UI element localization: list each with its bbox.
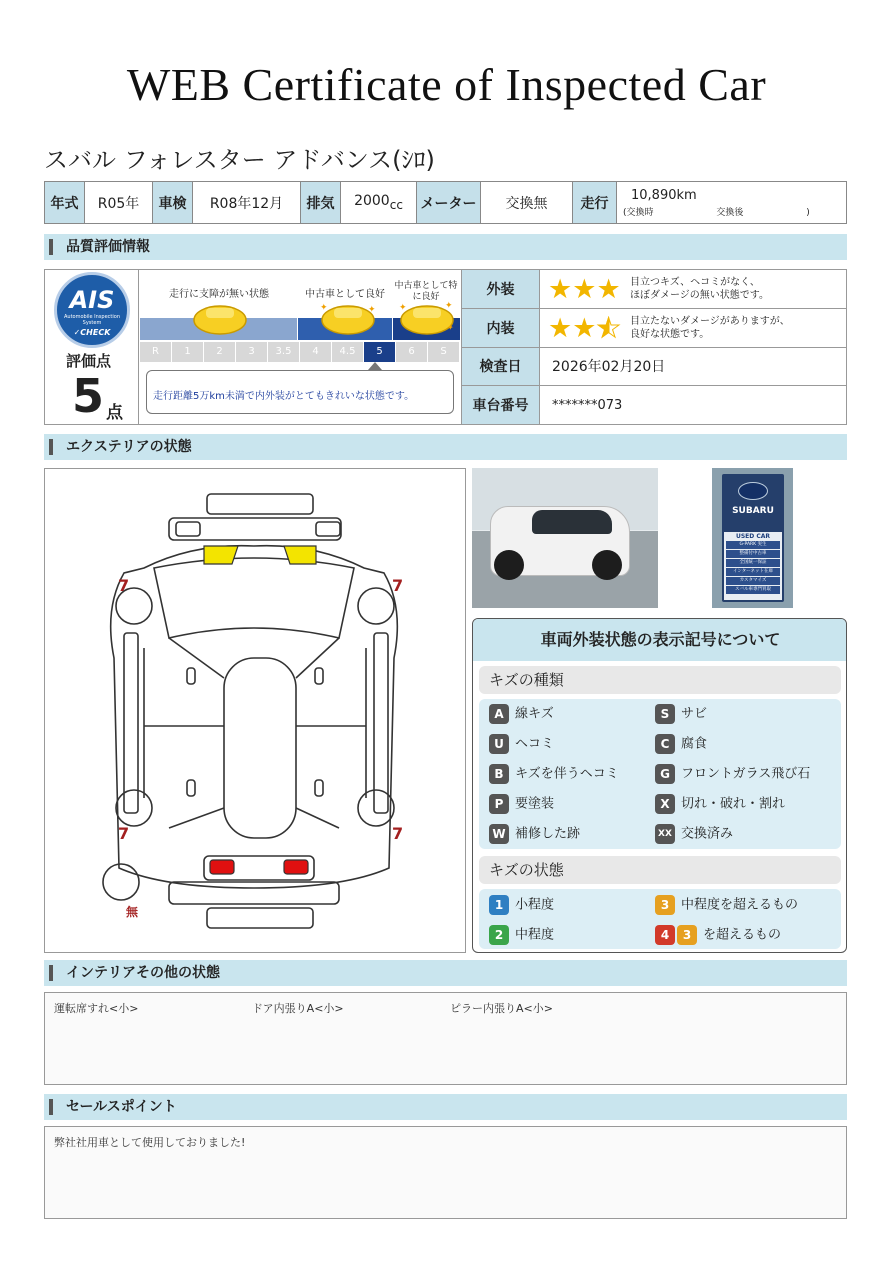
interior-desc-2: 良好な状態です。: [630, 329, 710, 340]
car-icon-high: [397, 300, 457, 338]
interior-desc: [630, 315, 790, 341]
scale-step: 3: [236, 342, 268, 362]
displacement-unit: cc: [389, 197, 403, 212]
tire-mark-rear-left: 7: [118, 824, 130, 843]
damage-type-label: 腐食: [681, 736, 708, 752]
damage-type-label: 交換済み: [681, 826, 734, 842]
displacement-cell: [341, 182, 417, 224]
damage-types-heading: キズの種類: [479, 666, 841, 694]
damage-type-label: キズを伴うヘコミ: [515, 766, 619, 782]
star-icon: ★: [548, 313, 573, 344]
star-icon: ★: [596, 274, 621, 305]
damage-type-item: [655, 794, 785, 815]
damage-code-icon: S: [655, 704, 675, 724]
star-icon: ★: [572, 313, 597, 344]
damage-state-label: 小程度: [515, 897, 555, 913]
damage-state-item: [655, 895, 798, 916]
mileage-value: 10,890km: [631, 187, 697, 203]
scale-steps: [140, 342, 460, 362]
damage-code-icon: B: [489, 764, 509, 784]
scale-caption-1: 走行に支障が無い状態: [169, 289, 269, 300]
interior-note-3: ピラー内張りA<小>: [450, 1002, 553, 1015]
sales-section-heading: セールスポイント: [44, 1094, 847, 1120]
damage-type-label: 切れ・破れ・割れ: [681, 796, 786, 812]
svg-text:✦: ✦: [368, 305, 376, 315]
damage-type-label: サビ: [681, 706, 708, 722]
star-icon: ★: [572, 274, 597, 305]
inspection-value: R08年12月: [193, 182, 301, 224]
dealer-line: インターネット在庫: [726, 568, 780, 576]
interior-note-2: ドア内張りA<小>: [252, 1002, 344, 1015]
legend-title: 車両外装状態の表示記号について: [473, 619, 847, 661]
vin-label: 車台番号: [461, 385, 540, 425]
photo-car-window: [532, 510, 612, 534]
interior-stars: [548, 315, 621, 342]
ais-badge-sub: Automobile Inspection System: [64, 314, 120, 326]
divider: [138, 269, 139, 425]
dealer-line: 整備付中古車: [726, 550, 780, 558]
mileage-note-before: (交換時: [623, 207, 654, 218]
exterior-desc: [630, 276, 769, 302]
dealer-lines: [724, 541, 782, 594]
exterior-desc-2: ほぼダメージの無い状態です。: [630, 290, 769, 301]
displacement-value: 2000: [354, 193, 390, 210]
tire-mark-rear-right: 7: [392, 824, 404, 843]
scale-step: 1: [172, 342, 204, 362]
comment-pointer: [368, 362, 382, 370]
mileage-note-close: ): [806, 207, 810, 218]
dealer-line: G-PARK 実生: [726, 541, 780, 549]
damage-level-icon: 3: [677, 925, 697, 945]
damage-state-item: [489, 925, 554, 946]
scale-step: 4: [300, 342, 332, 362]
damage-type-item: [489, 824, 580, 845]
page-title: WEB Certificate of Inspected Car: [126, 59, 767, 110]
score-label: 評価点: [66, 352, 112, 370]
damage-type-item: [655, 704, 707, 725]
exterior-desc-1: 目立つキズ、ヘコミがなく、: [630, 277, 760, 288]
damage-code-icon: U: [489, 734, 509, 754]
svg-text:✦: ✦: [447, 323, 454, 332]
damage-type-item: [489, 704, 554, 725]
damage-type-item: [489, 734, 554, 755]
damage-code-icon: W: [489, 824, 509, 844]
damage-code-icon: A: [489, 704, 509, 724]
damage-code-icon: G: [655, 764, 675, 784]
exterior-section-heading: エクステリアの状態: [44, 434, 847, 460]
dealer-line: スバル車専門買取: [726, 586, 780, 594]
scale-step: 5: [364, 342, 396, 362]
damage-type-label: ヘコミ: [515, 736, 555, 752]
scale-step: 4.5: [332, 342, 364, 362]
damage-code-icon: XX: [655, 824, 675, 844]
damage-level-icon: 4: [655, 925, 675, 945]
score-value: 5: [72, 369, 105, 423]
dealer-used-car: USED CAR: [735, 533, 771, 540]
damage-state-label: 中程度: [515, 927, 555, 943]
inspection-date-label: 検査日: [461, 347, 540, 386]
damage-state-heading: キズの状態: [479, 856, 841, 884]
star-icon: ★: [596, 313, 621, 344]
car-diagram: [44, 468, 466, 953]
damage-level-icon: 3: [655, 895, 675, 915]
damage-state-label: を超えるもの: [703, 927, 782, 943]
inspection-label: 車検: [153, 182, 193, 224]
damage-type-label: 要塗装: [515, 796, 555, 812]
damage-type-item: [489, 764, 619, 785]
car-icon-mid: [318, 300, 378, 338]
scale-caption-3: 中古車として特に良好: [394, 281, 458, 302]
exterior-rating-cell: [539, 269, 847, 309]
scale-step: 6: [396, 342, 428, 362]
damage-code-icon: P: [489, 794, 509, 814]
car-icon-low: [190, 300, 250, 338]
damage-type-label: フロントガラス飛び石: [681, 766, 811, 782]
quality-section-heading: 品質評価情報: [44, 234, 847, 260]
damage-type-item: [655, 824, 733, 845]
damage-type-item: [489, 794, 554, 815]
photo-wheel-rear: [592, 550, 622, 580]
damage-state-label: 中程度を超えるもの: [681, 897, 799, 913]
damage-state-item: [489, 895, 554, 916]
legend-box: [472, 618, 847, 953]
scale-step: 2: [204, 342, 236, 362]
damage-type-label: 線キズ: [515, 706, 554, 722]
spare-tire-mark: 無: [126, 905, 139, 919]
interior-note-1: 運転席すれ<小>: [54, 1002, 139, 1015]
scale-step: 3.5: [268, 342, 300, 362]
damage-type-item: [655, 764, 810, 785]
tire-mark-front-right: 7: [392, 576, 404, 595]
scale-caption-2: 中古車として良好: [305, 289, 385, 300]
vin-value: *******073: [539, 385, 847, 425]
inspection-date-value: 2026年02月20日: [539, 347, 847, 386]
photo-wheel-front: [494, 550, 524, 580]
score-unit: 点: [106, 403, 123, 423]
dealer-sign-photo: [712, 468, 793, 608]
year-value: R05年: [85, 182, 153, 224]
interior-desc-1: 目立たないダメージがありますが、: [630, 316, 790, 327]
damage-type-label: 補修した跡: [515, 826, 581, 842]
damage-level-icon: 1: [489, 895, 509, 915]
exterior-stars: [548, 276, 621, 303]
year-label: 年式: [45, 182, 85, 224]
ais-badge-check: ✓CHECK: [73, 328, 111, 337]
damage-code-icon: C: [655, 734, 675, 754]
mileage-note-after: 交換後: [716, 207, 744, 218]
exterior-label: 外装: [461, 269, 540, 309]
interior-rating-cell: [539, 308, 847, 348]
meter-label: メーター: [417, 182, 481, 224]
damage-state-item: [655, 925, 781, 946]
ais-badge-main: AIS: [69, 286, 115, 314]
score-comment: 走行距離5万km未満で内外装がとてもきれいな状態です。: [146, 370, 454, 414]
dealer-brand: SUBARU: [732, 506, 774, 516]
spec-table: [44, 181, 847, 224]
sales-text: 弊社社用車として使用しておりました!: [54, 1136, 246, 1149]
mileage-cell: [617, 182, 847, 224]
ais-badge-check-text: CHECK: [80, 328, 111, 337]
svg-text:✦: ✦: [445, 301, 453, 311]
ais-badge: [54, 272, 130, 348]
meter-value: 交換無: [481, 182, 573, 224]
dealer-sign-panel: [724, 532, 782, 600]
mileage-note: [623, 205, 846, 218]
dealer-line: 全国統一保証: [726, 559, 780, 567]
mileage-label: 走行: [573, 182, 617, 224]
displacement-label: 排気: [301, 182, 341, 224]
interior-section-heading: インテリアその他の状態: [44, 960, 847, 986]
scale-step: R: [140, 342, 172, 362]
svg-text:✦: ✦: [320, 303, 328, 313]
star-icon: ★: [548, 274, 573, 305]
subaru-logo-icon: [738, 482, 768, 500]
scale-step: S: [428, 342, 460, 362]
tire-mark-front-left: 7: [118, 576, 130, 595]
dealer-line: カスタマイズ: [726, 577, 780, 585]
damage-code-icon: X: [655, 794, 675, 814]
damage-level-icon: 2: [489, 925, 509, 945]
svg-text:✦: ✦: [399, 303, 407, 313]
damage-type-item: [655, 734, 707, 755]
car-photo: [472, 468, 658, 608]
interior-notes-box: [44, 992, 847, 1085]
interior-label: 内装: [461, 308, 540, 348]
car-name: スバル フォレスター アドバンス(ｼﾛ): [44, 146, 435, 174]
